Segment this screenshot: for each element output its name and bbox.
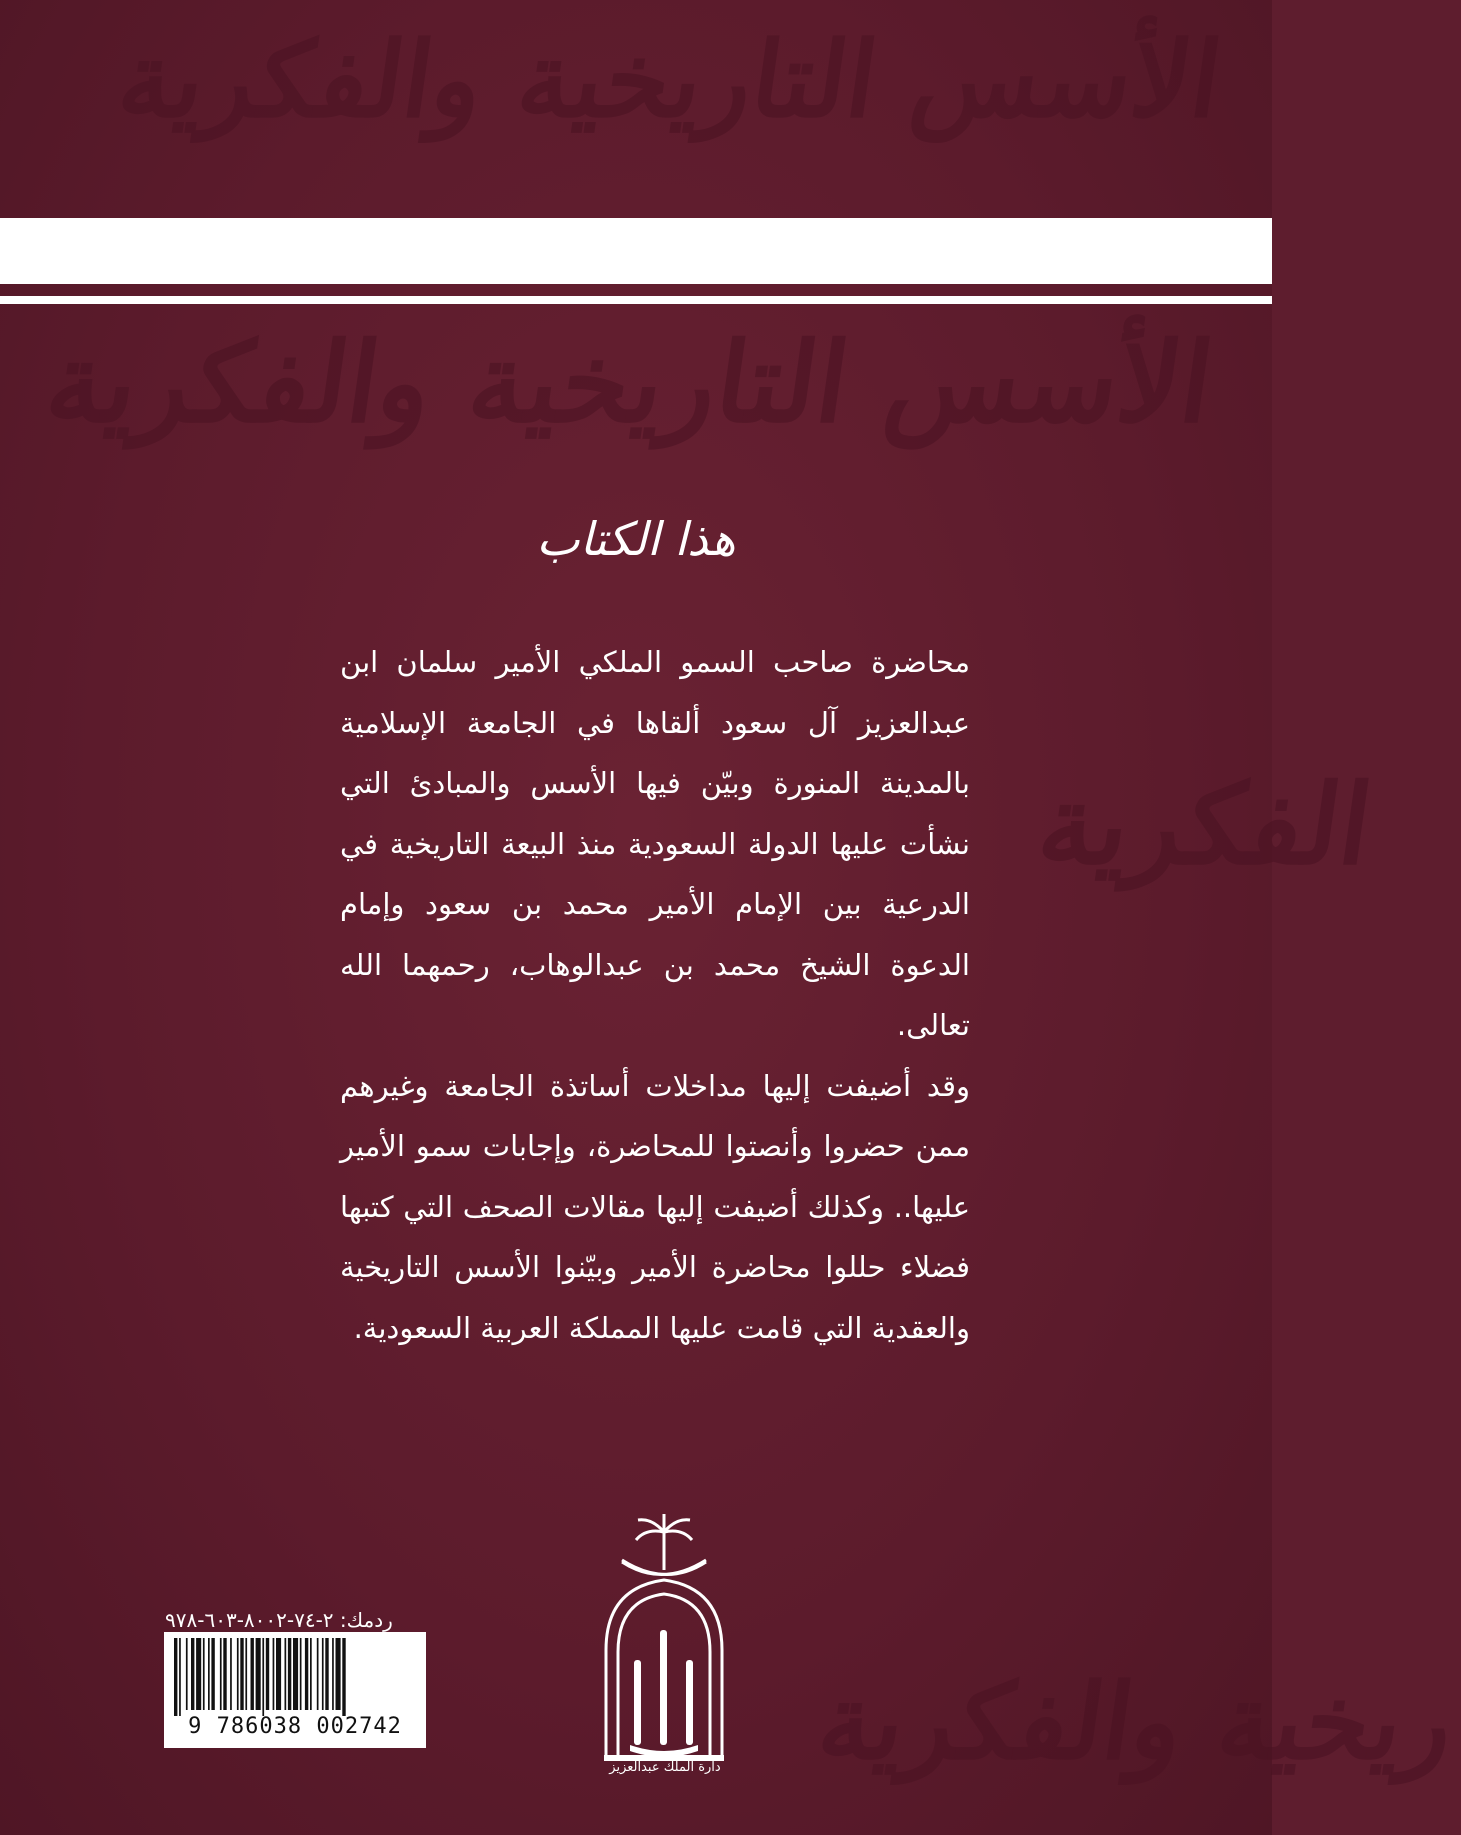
barcode-bar (322, 1638, 324, 1710)
barcode-bar (332, 1638, 334, 1710)
barcode-bar (251, 1638, 254, 1710)
barcode-bar (191, 1638, 194, 1710)
barcode-bar (220, 1638, 222, 1710)
barcode-bar (310, 1638, 312, 1710)
barcode-bar (317, 1638, 319, 1710)
watermark-fragment-bottom: ريخية والفكرية (811, 1660, 1461, 1783)
barcode-bar (285, 1638, 287, 1710)
barcode-bar (237, 1638, 239, 1710)
watermark-title-top: الأسس التاريخية والفكرية (111, 18, 1230, 141)
barcode-bar (273, 1638, 275, 1710)
barcode-bar (276, 1638, 281, 1710)
barcode-bar (223, 1638, 226, 1710)
barcode-bar (174, 1638, 177, 1716)
barcode-bar (230, 1638, 232, 1710)
barcode-bar (240, 1638, 243, 1710)
barcode-bars (172, 1638, 418, 1716)
section-title: هذا الكتاب (536, 512, 736, 566)
barcode-bar (208, 1638, 210, 1710)
blurb-text (340, 632, 970, 1358)
barcode-bar (266, 1638, 269, 1710)
white-rule (0, 296, 1272, 304)
barcode-bar (305, 1638, 308, 1710)
barcode-bar (196, 1638, 201, 1710)
barcode-bar (288, 1638, 291, 1710)
barcode-bar (342, 1638, 345, 1716)
barcode-bar (245, 1638, 247, 1710)
isbn-label: ردمك: ٢-٧٤-٨٠٠٢-٦٠٣-٩٧٨ (165, 1608, 393, 1632)
barcode-bar (211, 1638, 214, 1710)
barcode-bar (325, 1638, 328, 1710)
barcode-bar (186, 1638, 188, 1710)
barcode-bar (300, 1638, 302, 1710)
barcode-bar (262, 1638, 264, 1716)
blurb-paragraph-1: محاضرة صاحب السمو الملكي الأمير سلمان ابن عبدالعزيز آل سعود ألقاها في الجامعة الإسلامية بالمدينة المنورة وبيّن فيها الأسس والمبادئ التي نشأت عليها الدولة السعودية منذ البيعة التاريخية في الدرعية بين الإمام الأمير محمد بن سعود وإمام الدعوة الشيخ محمد بن عبدالوهاب، رحمهما الله تعالى. (340, 645, 970, 1042)
blurb-paragraph-2: وقد أضيفت إليها مداخلات أساتذة الجامعة وغيرهم ممن حضروا وأنصتوا للمحاضرة، وإجابات سمو الأمير عليها.. وكذلك أضيفت إليها مقالات الصحف التي كتبها فضلاء حللوا محاضرة الأمير وبيّنوا الأسس التاريخية والعقدية التي قامت عليها المملكة العربية السعودية. (340, 1068, 970, 1345)
publisher-name: دارة الملك عبدالعزيز (609, 1760, 721, 1775)
white-band (0, 218, 1272, 284)
barcode-bar (256, 1638, 261, 1710)
barcode-bar (203, 1638, 205, 1710)
barcode-number: 9 786038 002742 (188, 1714, 402, 1739)
watermark-title-middle: الأسس التاريخية والفكرية (38, 318, 1221, 447)
barcode-bar (336, 1638, 341, 1710)
barcode-bar (293, 1638, 298, 1710)
watermark-fragment-right: الفكرية (1030, 760, 1380, 889)
barcode-bar (179, 1638, 181, 1716)
barcode (164, 1632, 426, 1748)
